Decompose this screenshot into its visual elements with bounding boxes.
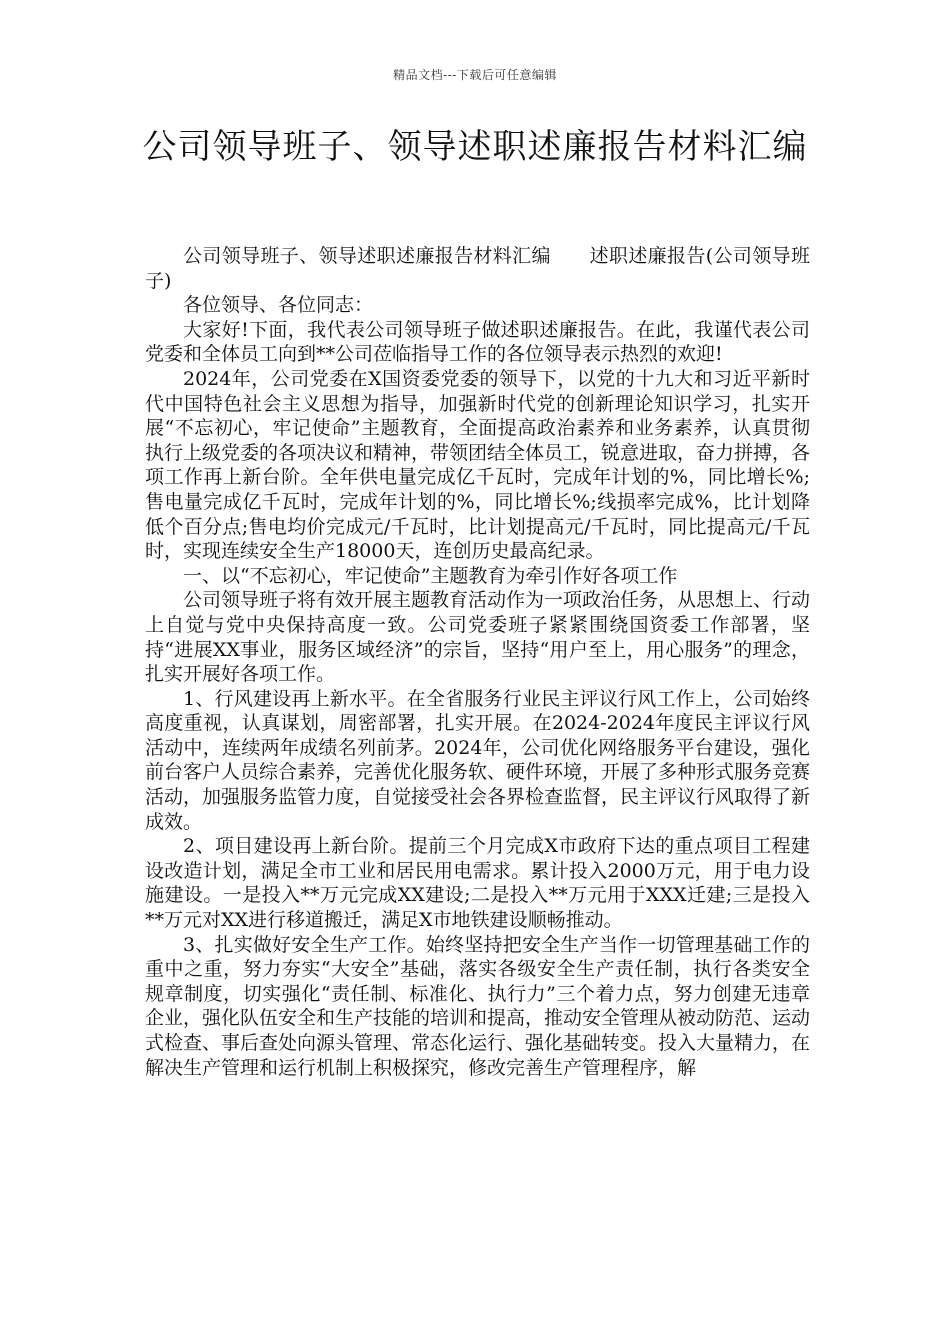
paragraph: 大家好!下面，我代表公司领导班子做述职述廉报告。在此，我谨代表公司党委和全体员工向到**公司莅临指导工作的各位领导表示热烈的欢迎!: [145, 318, 810, 366]
header-note: 精品文档---下载后可任意编辑: [393, 68, 557, 82]
document-body: [145, 244, 810, 1080]
paragraph: 2、项目建设再上新台阶。提前三个月完成X市政府下达的重点项目工程建设改造计划，满足全市工业和居民用电需求。累计投入2000万元，用于电力设施建设。一是投入**万元完成XX建设;二是投入**万元用于XXX迁建;三是投入**万元对XX进行移道搬迁，满足X市地铁建设顺畅推动。: [145, 835, 810, 932]
paragraph: 3、扎实做好安全生产工作。始终坚持把安全生产当作一切管理基础工作的重中之重，努力夯实“大安全”基础，落实各级安全生产责任制，执行各类安全规章制度，切实强化“责任制、标准化、执行力”三个着力点，努力创建无违章企业，强化队伍安全和生产技能的培训和提高，推动安全管理从被动防范、运动式检查、事后查处向源头管理、常态化运行、强化基础转变。投入大量精力，在解决生产管理和运行机制上积极探究，修改完善生产管理程序，解: [145, 933, 811, 1079]
paragraph: 各位领导、各位同志：: [183, 294, 374, 317]
section-heading: 一、以“不忘初心，牢记使命”主题教育为牵引作好各项工作: [183, 564, 678, 587]
paragraph: 公司领导班子、领导述职述廉报告材料汇编 述职述廉报告(公司领导班子): [145, 245, 810, 292]
paragraph: 公司领导班子将有效开展主题教育活动作为一项政治任务，从思想上、行动上自觉与党中央保持高度一致。公司党委班子紧紧围绕国资委工作部署，坚持“进展XX事业，服务区域经济”的宗旨，坚持“用户至上，用心服务”的理念，扎实开展好各项工作。: [145, 589, 811, 686]
document-title: 公司领导班子、领导述职述廉报告材料汇编: [142, 127, 808, 167]
paragraph: 2024年，公司党委在X国资委党委的领导下，以党的十九大和习近平新时代中国特色社会主义思想为指导，加强新时代党的创新理论知识学习，扎实开展“不忘初心，牢记使命”主题教育，全面提高政治素养和业务素养，认真贯彻执行上级党委的各项决议和精神，带领团结全体员工，锐意进取，奋力拼搏，各项工作再上新台阶。全年供电量完成亿千瓦时，完成年计划的%，同比增长%;售电量完成亿千瓦时，完成年计划的%，同比增长%;线损率完成%，比计划降低个百分点;售电均价完成元/千瓦时，比计划提高元/千瓦时，同比提高元/千瓦时，实现连续安全生产18000天，连创历史最高纪录。: [145, 367, 811, 563]
paragraph: 1、行风建设再上新水平。在全省服务行业民主评议行风工作上，公司始终高度重视，认真谋划，周密部署，扎实开展。在2024-2024年度民主评议行风活动中，连续两年成绩名列前茅。2024年，公司优化网络服务平台建设，强化前台客户人员综合素养，完善优化服务软、硬件环境，开展了多种形式服务竞赛活动，加强服务监管力度，自觉接受社会各界检查监督，民主评议行风取得了新成效。: [145, 687, 811, 833]
